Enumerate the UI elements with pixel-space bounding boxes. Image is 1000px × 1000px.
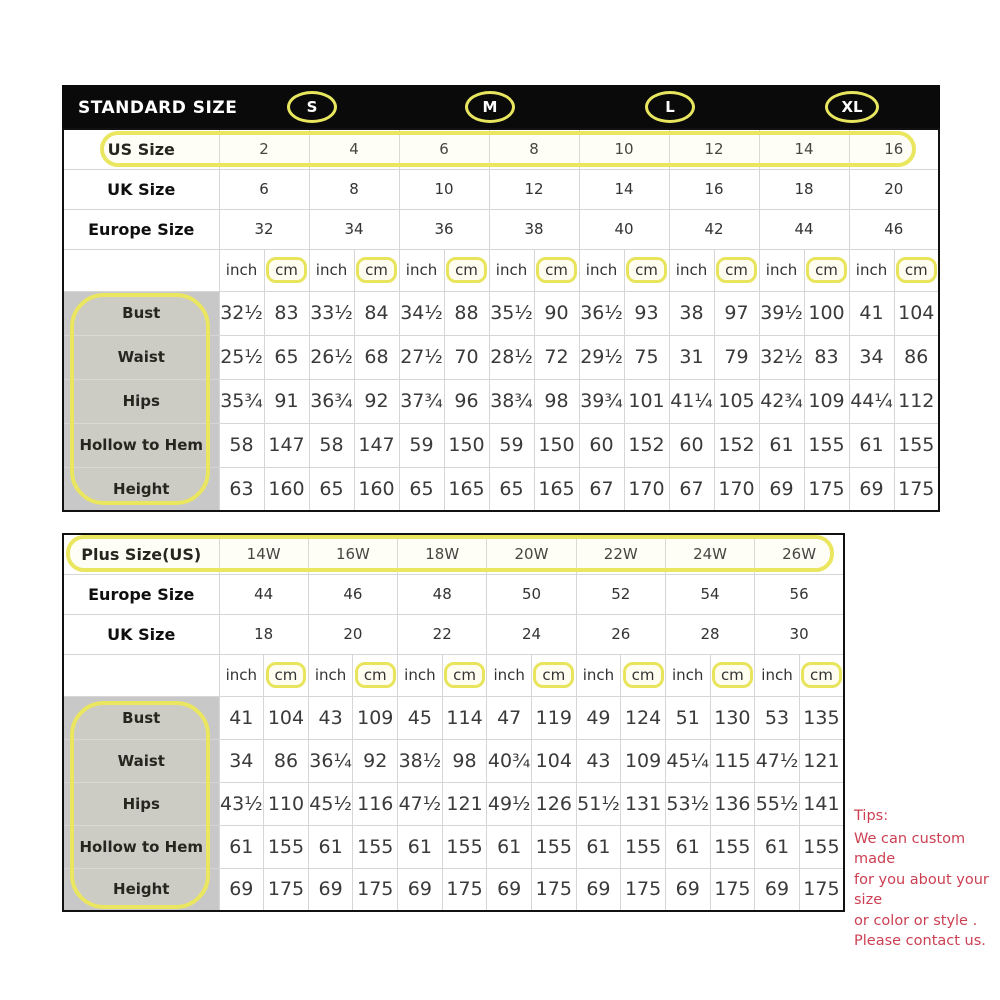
cm-highlight-box: cm [355, 662, 396, 688]
inch-unit-cell: inch [309, 249, 354, 291]
size-value-cell: 38 [489, 209, 579, 249]
cm-unit-cell [444, 249, 489, 291]
measure-value-cell: 175 [804, 467, 849, 511]
row-label: Hollow to Hem [63, 825, 219, 868]
inch-unit-cell: inch [399, 249, 444, 291]
measure-value-cell: 110 [264, 782, 309, 825]
size-value-cell: 54 [665, 574, 754, 614]
size-value-cell: 26W [755, 534, 844, 574]
measure-value-cell: 83 [264, 291, 309, 335]
measure-value-cell: 170 [624, 467, 669, 511]
measure-value-cell: 115 [710, 739, 755, 782]
measure-value-cell: 53 [755, 696, 800, 739]
measure-value-cell: 69 [398, 868, 443, 911]
measure-value-cell: 58 [309, 423, 354, 467]
measure-value-cell: 31 [669, 335, 714, 379]
measure-row [63, 467, 939, 511]
size-value-cell: 48 [398, 574, 487, 614]
cm-highlight-box: cm [444, 662, 485, 688]
measure-value-cell: 61 [487, 825, 532, 868]
measure-value-cell: 35¾ [219, 379, 264, 423]
measure-value-cell: 34 [849, 335, 894, 379]
measure-value-cell: 28½ [489, 335, 534, 379]
measure-value-cell: 104 [264, 696, 309, 739]
row-label: Bust [63, 696, 219, 739]
measure-value-cell: 43 [308, 696, 353, 739]
measure-value-cell: 47 [487, 696, 532, 739]
size-value-cell: 40 [579, 209, 669, 249]
measure-value-cell: 175 [710, 868, 755, 911]
plus-size-table [62, 533, 845, 912]
measure-value-cell: 175 [353, 868, 398, 911]
tips-note [854, 806, 1000, 952]
tips-title: Tips: [854, 808, 889, 824]
cm-unit-cell [624, 249, 669, 291]
cm-unit-cell [442, 654, 487, 696]
measure-value-cell: 39¾ [579, 379, 624, 423]
plus-size-chart [62, 533, 845, 912]
measure-value-cell: 33½ [309, 291, 354, 335]
inch-unit-cell: inch [665, 654, 710, 696]
measure-value-cell: 79 [714, 335, 759, 379]
row-label: Europe Size [63, 574, 219, 614]
inch-unit-cell: inch [759, 249, 804, 291]
measure-value-cell: 34½ [399, 291, 444, 335]
measure-value-cell: 61 [576, 825, 621, 868]
measure-value-cell: 61 [665, 825, 710, 868]
measure-value-cell: 41 [219, 696, 264, 739]
measure-value-cell: 155 [710, 825, 755, 868]
size-value-cell: 14W [219, 534, 308, 574]
size-value-cell: 2 [219, 129, 309, 169]
row-label: UK Size [63, 169, 219, 209]
row-label: Plus Size(US) [63, 534, 219, 574]
inch-unit-cell: inch [219, 654, 264, 696]
size-value-cell: 16 [669, 169, 759, 209]
measure-value-cell: 84 [354, 291, 399, 335]
size-value-cell: 34 [309, 209, 399, 249]
measure-value-cell: 155 [894, 423, 939, 467]
measure-value-cell: 70 [444, 335, 489, 379]
measure-value-cell: 131 [621, 782, 666, 825]
measure-value-cell: 45 [398, 696, 443, 739]
cm-highlight-box: cm [356, 257, 397, 283]
measure-value-cell: 45½ [308, 782, 353, 825]
measure-value-cell: 97 [714, 291, 759, 335]
measure-value-cell: 98 [534, 379, 579, 423]
measure-row [63, 423, 939, 467]
size-row [63, 614, 844, 654]
size-value-cell: 56 [755, 574, 844, 614]
measure-value-cell: 61 [849, 423, 894, 467]
size-value-cell: 32 [219, 209, 309, 249]
measure-value-cell: 124 [621, 696, 666, 739]
measure-value-cell: 121 [442, 782, 487, 825]
row-label: Hollow to Hem [63, 423, 219, 467]
size-value-cell: 28 [665, 614, 754, 654]
inch-unit-cell: inch [398, 654, 443, 696]
size-value-cell: 20 [308, 614, 397, 654]
row-label: Waist [63, 739, 219, 782]
standard-size-table [62, 128, 940, 512]
measure-value-cell: 147 [264, 423, 309, 467]
measure-row [63, 739, 844, 782]
measure-value-cell: 119 [531, 696, 576, 739]
size-row [63, 534, 844, 574]
cm-unit-cell [714, 249, 759, 291]
measure-value-cell: 155 [531, 825, 576, 868]
row-label: UK Size [63, 614, 219, 654]
measure-value-cell: 69 [665, 868, 710, 911]
size-value-cell: 10 [399, 169, 489, 209]
measure-value-cell: 152 [714, 423, 759, 467]
cm-unit-cell [621, 654, 666, 696]
measure-value-cell: 35½ [489, 291, 534, 335]
measure-value-cell: 63 [219, 467, 264, 511]
measure-value-cell: 83 [804, 335, 849, 379]
measure-value-cell: 130 [710, 696, 755, 739]
measure-value-cell: 59 [489, 423, 534, 467]
measure-value-cell: 67 [579, 467, 624, 511]
inch-unit-cell: inch [308, 654, 353, 696]
size-value-cell: 52 [576, 574, 665, 614]
size-row [63, 169, 939, 209]
measure-value-cell: 165 [444, 467, 489, 511]
cm-unit-cell [531, 654, 576, 696]
measure-value-cell: 126 [531, 782, 576, 825]
row-label: US Size [63, 129, 219, 169]
row-label: Height [63, 467, 219, 511]
measure-value-cell: 61 [759, 423, 804, 467]
measure-value-cell: 47½ [398, 782, 443, 825]
measure-value-cell: 114 [442, 696, 487, 739]
measure-value-cell: 53½ [665, 782, 710, 825]
measure-value-cell: 65 [309, 467, 354, 511]
cm-unit-cell [534, 249, 579, 291]
inch-unit-cell: inch [489, 249, 534, 291]
size-group-s-ellipse: S [287, 91, 337, 123]
tips-line: We can custom made [854, 830, 966, 868]
measure-value-cell: 55½ [755, 782, 800, 825]
measure-value-cell: 109 [804, 379, 849, 423]
measure-value-cell: 112 [894, 379, 939, 423]
measure-value-cell: 51½ [576, 782, 621, 825]
measure-value-cell: 90 [534, 291, 579, 335]
inch-unit-cell: inch [669, 249, 714, 291]
measure-value-cell: 150 [444, 423, 489, 467]
measure-value-cell: 86 [894, 335, 939, 379]
unit-row [63, 654, 844, 696]
size-row [63, 209, 939, 249]
measure-value-cell: 160 [264, 467, 309, 511]
size-value-cell: 44 [219, 574, 308, 614]
measure-value-cell: 98 [442, 739, 487, 782]
measure-row [63, 868, 844, 911]
measure-value-cell: 109 [621, 739, 666, 782]
measure-value-cell: 88 [444, 291, 489, 335]
measure-value-cell: 42¾ [759, 379, 804, 423]
measure-value-cell: 175 [442, 868, 487, 911]
measure-value-cell: 175 [531, 868, 576, 911]
size-value-cell: 46 [308, 574, 397, 614]
size-value-cell: 16 [849, 129, 939, 169]
measure-value-cell: 60 [669, 423, 714, 467]
row-label: Hips [63, 379, 219, 423]
measure-value-cell: 121 [799, 739, 844, 782]
measure-value-cell: 41¼ [669, 379, 714, 423]
size-value-cell: 12 [669, 129, 759, 169]
measure-value-cell: 38¾ [489, 379, 534, 423]
measure-value-cell: 68 [354, 335, 399, 379]
measure-value-cell: 155 [353, 825, 398, 868]
measure-value-cell: 152 [624, 423, 669, 467]
measure-value-cell: 61 [308, 825, 353, 868]
measure-value-cell: 155 [621, 825, 666, 868]
measure-value-cell: 175 [621, 868, 666, 911]
measure-row [63, 696, 844, 739]
measure-value-cell: 175 [264, 868, 309, 911]
measure-value-cell: 40¾ [487, 739, 532, 782]
measure-value-cell: 92 [354, 379, 399, 423]
measure-value-cell: 49 [576, 696, 621, 739]
row-label: Bust [63, 291, 219, 335]
measure-value-cell: 60 [579, 423, 624, 467]
size-row [63, 129, 939, 169]
measure-value-cell: 37¾ [399, 379, 444, 423]
row-label: Waist [63, 335, 219, 379]
size-value-cell: 16W [308, 534, 397, 574]
inch-unit-cell: inch [579, 249, 624, 291]
measure-value-cell: 135 [799, 696, 844, 739]
cm-highlight-box: cm [806, 257, 847, 283]
measure-value-cell: 65 [399, 467, 444, 511]
measure-value-cell: 141 [799, 782, 844, 825]
size-value-cell: 46 [849, 209, 939, 249]
tips-line: for you about your size [854, 871, 989, 909]
measure-value-cell: 160 [354, 467, 399, 511]
measure-value-cell: 155 [442, 825, 487, 868]
measure-value-cell: 38 [669, 291, 714, 335]
measure-row [63, 335, 939, 379]
cm-highlight-box: cm [716, 257, 757, 283]
size-group-m-ellipse: M [465, 91, 515, 123]
measure-value-cell: 44¼ [849, 379, 894, 423]
measure-value-cell: 69 [219, 868, 264, 911]
size-value-cell: 4 [309, 129, 399, 169]
inch-unit-cell: inch [576, 654, 621, 696]
size-value-cell: 30 [755, 614, 844, 654]
measure-value-cell: 72 [534, 335, 579, 379]
measure-value-cell: 155 [264, 825, 309, 868]
measure-value-cell: 101 [624, 379, 669, 423]
size-value-cell: 18 [759, 169, 849, 209]
measure-value-cell: 92 [353, 739, 398, 782]
size-group-xl-ellipse: XL [825, 91, 879, 123]
standard-size-header-bar [62, 85, 940, 128]
measure-value-cell: 61 [398, 825, 443, 868]
size-value-cell: 36 [399, 209, 489, 249]
cm-unit-cell [710, 654, 755, 696]
measure-value-cell: 175 [799, 868, 844, 911]
size-value-cell: 14 [759, 129, 849, 169]
cm-highlight-box: cm [712, 662, 753, 688]
cm-highlight-box: cm [266, 662, 307, 688]
size-value-cell: 24W [665, 534, 754, 574]
cm-unit-cell [799, 654, 844, 696]
unit-row [63, 249, 939, 291]
size-value-cell: 10 [579, 129, 669, 169]
measure-value-cell: 51 [665, 696, 710, 739]
cm-highlight-box: cm [623, 662, 664, 688]
measure-value-cell: 38½ [398, 739, 443, 782]
size-value-cell: 42 [669, 209, 759, 249]
measure-value-cell: 116 [353, 782, 398, 825]
inch-unit-cell: inch [755, 654, 800, 696]
size-value-cell: 22W [576, 534, 665, 574]
inch-unit-cell: inch [219, 249, 264, 291]
inch-unit-cell: inch [487, 654, 532, 696]
size-value-cell: 14 [579, 169, 669, 209]
measure-value-cell: 96 [444, 379, 489, 423]
measure-value-cell: 27½ [399, 335, 444, 379]
measure-value-cell: 170 [714, 467, 759, 511]
measure-value-cell: 45¼ [665, 739, 710, 782]
cm-highlight-box: cm [266, 257, 307, 283]
measure-value-cell: 93 [624, 291, 669, 335]
cm-highlight-box: cm [626, 257, 667, 283]
measure-row [63, 379, 939, 423]
size-value-cell: 8 [309, 169, 399, 209]
measure-value-cell: 86 [264, 739, 309, 782]
cm-highlight-box: cm [801, 662, 842, 688]
size-value-cell: 6 [399, 129, 489, 169]
measure-value-cell: 91 [264, 379, 309, 423]
row-label: Hips [63, 782, 219, 825]
measure-value-cell: 41 [849, 291, 894, 335]
cm-unit-cell [264, 249, 309, 291]
size-row [63, 574, 844, 614]
measure-value-cell: 147 [354, 423, 399, 467]
size-value-cell: 50 [487, 574, 576, 614]
size-value-cell: 24 [487, 614, 576, 654]
tips-line: Please contact us. [854, 933, 986, 950]
measure-value-cell: 155 [799, 825, 844, 868]
measure-value-cell: 69 [755, 868, 800, 911]
cm-highlight-box: cm [446, 257, 487, 283]
measure-value-cell: 155 [804, 423, 849, 467]
measure-value-cell: 104 [894, 291, 939, 335]
cm-unit-cell [804, 249, 849, 291]
row-label: Europe Size [63, 209, 219, 249]
size-value-cell: 44 [759, 209, 849, 249]
measure-value-cell: 109 [353, 696, 398, 739]
measure-value-cell: 69 [849, 467, 894, 511]
measure-value-cell: 39½ [759, 291, 804, 335]
measure-value-cell: 104 [531, 739, 576, 782]
size-value-cell: 6 [219, 169, 309, 209]
measure-value-cell: 36½ [579, 291, 624, 335]
measure-value-cell: 69 [487, 868, 532, 911]
size-value-cell: 18W [398, 534, 487, 574]
size-value-cell: 18 [219, 614, 308, 654]
measure-row [63, 291, 939, 335]
cm-unit-cell [894, 249, 939, 291]
cm-highlight-box: cm [533, 662, 574, 688]
cm-highlight-box: cm [896, 257, 937, 283]
measure-row [63, 782, 844, 825]
row-label [63, 654, 219, 696]
measure-value-cell: 59 [399, 423, 444, 467]
size-value-cell: 8 [489, 129, 579, 169]
cm-unit-cell [353, 654, 398, 696]
row-label: Height [63, 868, 219, 911]
cm-unit-cell [354, 249, 399, 291]
row-label [63, 249, 219, 291]
measure-value-cell: 36¼ [308, 739, 353, 782]
measure-value-cell: 29½ [579, 335, 624, 379]
size-value-cell: 22 [398, 614, 487, 654]
size-value-cell: 26 [576, 614, 665, 654]
measure-value-cell: 105 [714, 379, 759, 423]
measure-value-cell: 43 [576, 739, 621, 782]
measure-value-cell: 49½ [487, 782, 532, 825]
measure-value-cell: 175 [894, 467, 939, 511]
standard-size-title: STANDARD SIZE [78, 97, 238, 118]
measure-value-cell: 65 [264, 335, 309, 379]
measure-value-cell: 26½ [309, 335, 354, 379]
measure-value-cell: 43½ [219, 782, 264, 825]
measure-value-cell: 58 [219, 423, 264, 467]
measure-value-cell: 150 [534, 423, 579, 467]
size-value-cell: 20W [487, 534, 576, 574]
measure-value-cell: 61 [219, 825, 264, 868]
inch-unit-cell: inch [849, 249, 894, 291]
measure-value-cell: 65 [489, 467, 534, 511]
measure-value-cell: 75 [624, 335, 669, 379]
measure-value-cell: 165 [534, 467, 579, 511]
measure-value-cell: 61 [755, 825, 800, 868]
size-group-l-ellipse: L [645, 91, 695, 123]
measure-value-cell: 25½ [219, 335, 264, 379]
measure-value-cell: 69 [759, 467, 804, 511]
cm-unit-cell [264, 654, 309, 696]
tips-line: or color or style . [854, 912, 978, 929]
measure-value-cell: 47½ [755, 739, 800, 782]
cm-highlight-box: cm [536, 257, 577, 283]
measure-value-cell: 100 [804, 291, 849, 335]
measure-value-cell: 69 [576, 868, 621, 911]
measure-value-cell: 67 [669, 467, 714, 511]
measure-value-cell: 32½ [759, 335, 804, 379]
measure-value-cell: 34 [219, 739, 264, 782]
measure-value-cell: 136 [710, 782, 755, 825]
size-value-cell: 20 [849, 169, 939, 209]
measure-value-cell: 32½ [219, 291, 264, 335]
measure-value-cell: 69 [308, 868, 353, 911]
measure-row [63, 825, 844, 868]
standard-size-chart [62, 85, 940, 512]
measure-value-cell: 36¾ [309, 379, 354, 423]
size-value-cell: 12 [489, 169, 579, 209]
